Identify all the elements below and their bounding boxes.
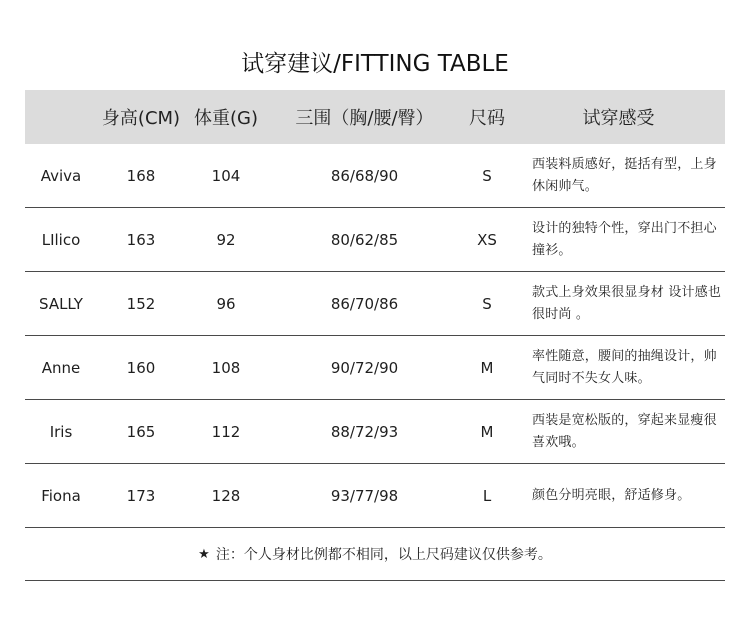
cell-measurements: 88/72/93: [330, 422, 399, 441]
table-row: [25, 272, 725, 336]
table-row: [25, 208, 725, 272]
cell-height: 160: [126, 358, 156, 377]
cell-measurements: 86/70/86: [330, 294, 399, 313]
cell-size: S: [482, 166, 492, 185]
cell-name: SALLY: [39, 294, 83, 313]
cell-measurements: 86/68/90: [330, 166, 399, 185]
cell-name: LIlico: [41, 230, 81, 249]
cell-weight: 128: [211, 486, 241, 505]
cell-weight: 104: [211, 166, 241, 185]
cell-height: 165: [126, 422, 156, 441]
cell-weight: 108: [211, 358, 241, 377]
cell-size: S: [482, 294, 492, 313]
footnote: [25, 528, 725, 581]
cell-name: Iris: [49, 422, 73, 441]
table-row: [25, 336, 725, 400]
cell-height: 173: [126, 486, 156, 505]
header-measurements: 三围（胸/腰/臀）: [295, 108, 434, 129]
cell-weight: 112: [211, 422, 241, 441]
cell-feeling: 设计的独特个性，穿出门不担心撞衫。: [532, 220, 717, 258]
cell-measurements: 90/72/90: [330, 358, 399, 377]
cell-name: Fiona: [41, 486, 81, 505]
footnote-text: 注：个人身材比例都不相同，以上尺码建议仅供参考。: [215, 547, 552, 563]
cell-weight: 92: [216, 230, 236, 249]
header-weight: 体重(G): [194, 108, 258, 129]
cell-feeling: 款式上身效果很显身材 设计感也很时尚 。: [532, 284, 722, 322]
fitting-table: [25, 90, 725, 581]
cell-feeling: 率性随意，腰间的抽绳设计，帅气同时不失女人味。: [532, 348, 717, 386]
header-size: 尺码: [469, 108, 505, 129]
cell-size: L: [482, 486, 492, 505]
cell-height: 168: [126, 166, 156, 185]
page-title: 试穿建议/FITTING TABLE: [241, 51, 509, 77]
cell-size: M: [480, 422, 494, 441]
cell-feeling: 西装料质感好，挺括有型，上身休闲帅气。: [532, 156, 717, 194]
cell-measurements: 93/77/98: [330, 486, 399, 505]
header-feeling: 试穿感受: [582, 108, 655, 129]
table-row: [25, 144, 725, 208]
cell-height: 152: [126, 294, 156, 313]
cell-size: XS: [477, 230, 497, 249]
cell-feeling: 颜色分明亮眼，舒适修身。: [532, 487, 691, 503]
table-header-row: [25, 90, 725, 144]
header-height: 身高(CM): [101, 108, 181, 129]
table-row: [25, 464, 725, 528]
cell-measurements: 80/62/85: [330, 230, 399, 249]
cell-weight: 96: [216, 294, 236, 313]
star-icon: ★: [198, 546, 210, 562]
cell-feeling: 西装是宽松版的，穿起来显瘦很喜欢哦。: [532, 412, 717, 450]
cell-name: Aviva: [40, 166, 82, 185]
cell-size: M: [480, 358, 494, 377]
cell-name: Anne: [41, 358, 81, 377]
cell-height: 163: [126, 230, 156, 249]
table-row: [25, 400, 725, 464]
